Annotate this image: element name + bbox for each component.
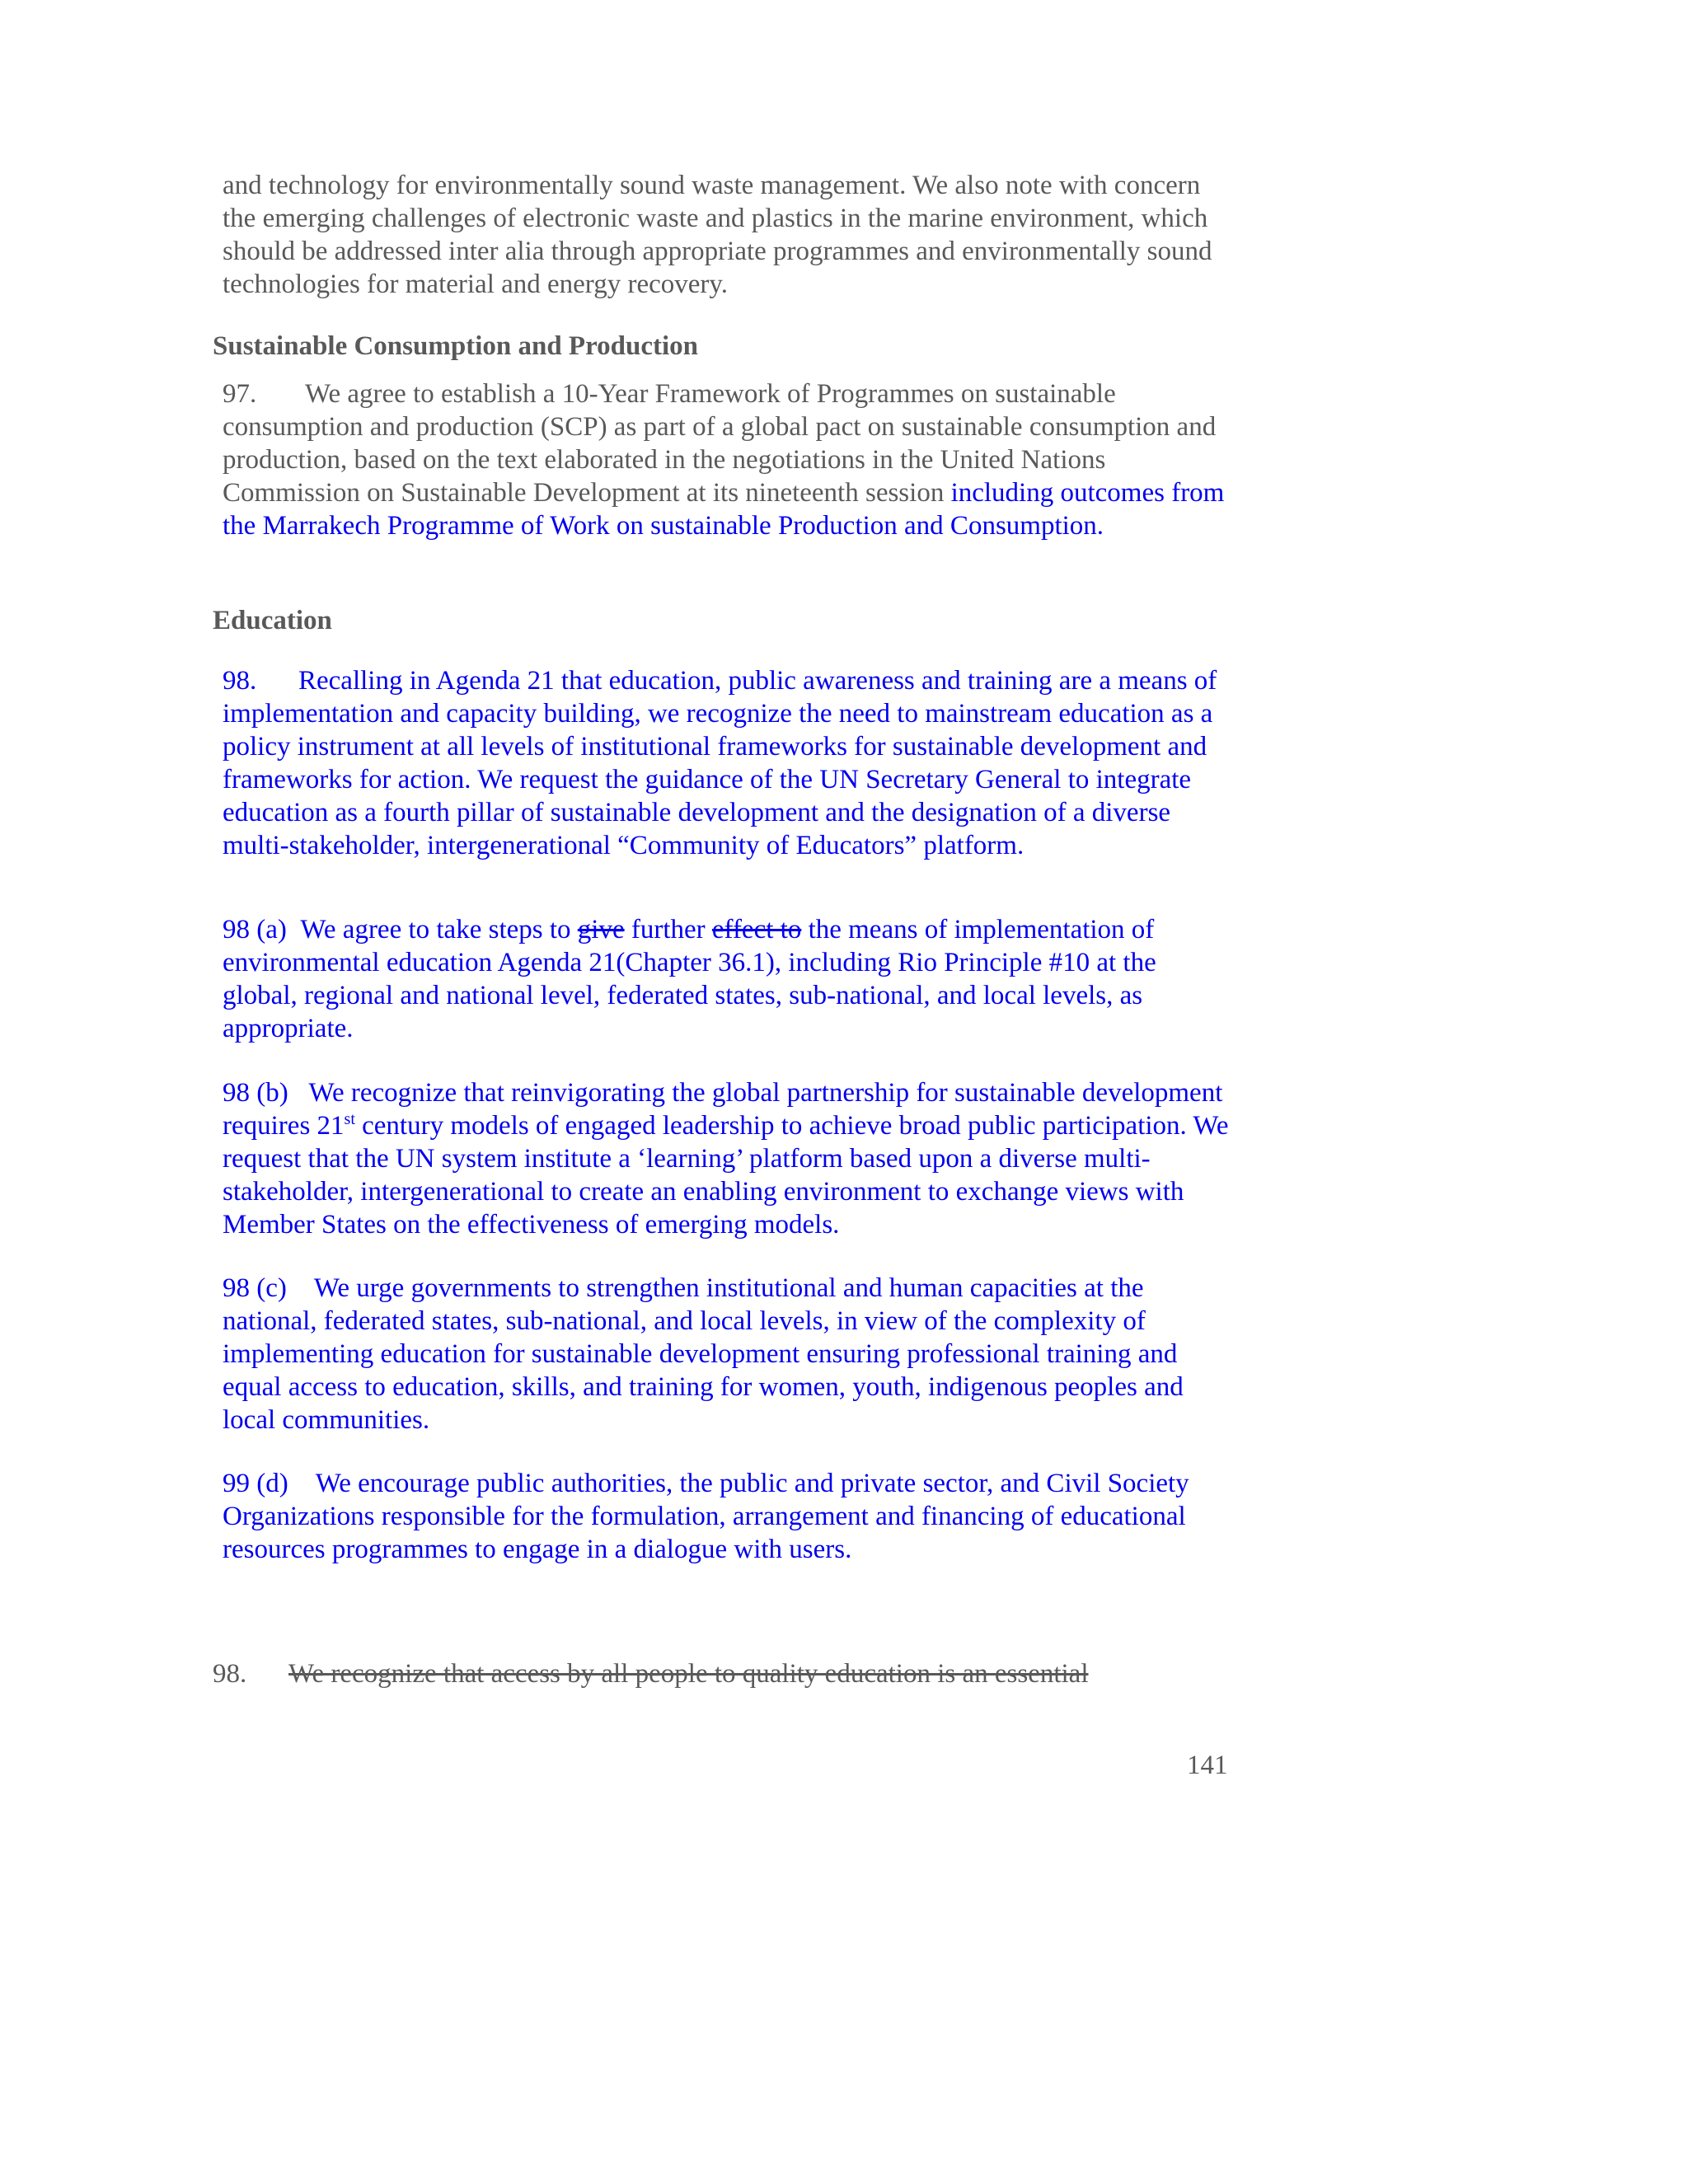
paragraph-98a-deleted-2: effect to xyxy=(711,915,802,944)
paragraph-98a-text-2: further xyxy=(631,915,706,944)
paragraph-98a-deleted-1: give xyxy=(577,915,625,944)
intro-paragraph-text: and technology for environmentally sound waste management. We also note with concern the emerging challenges of electronic waste and plastics in the marine environment, which should be addressed inter alia through appropriate programmes and environmentally sound technologies for material and energy recovery. xyxy=(223,171,1212,299)
paragraph-98-text: Recalling in Agenda 21 that education, public awareness and training are a means of implementation and capacity building, we recognize the need to mainstream education as a policy instrument at all levels of institutional frameworks for sustainable development and frameworks for action. We request the guidance of the UN Secretary General to integrate education as a fourth pillar of sustainable development and the designation of a diverse multi-stakeholder, intergenerational “Community of Educators” platform. xyxy=(223,666,1217,860)
paragraph-98b xyxy=(223,1076,1236,1241)
paragraph-98a-label: 98 (a) xyxy=(223,915,287,944)
paragraph-99d xyxy=(223,1467,1236,1566)
paragraph-97-text: We agree to establish a 10-Year Framework of Programmes on sustainable consumption and production (SCP) as part of a global pact on sustainable consumption and production, based on the text elaborated in the negotiations in the United Nations Commission on Sustainable Development at its nineteenth session xyxy=(223,379,1217,508)
paragraph-99d-label: 99 (d) xyxy=(223,1469,288,1498)
page-number: 141 xyxy=(1187,1750,1228,1780)
paragraph-98 xyxy=(223,664,1236,862)
section-heading-education: Education xyxy=(213,606,332,635)
paragraph-98c xyxy=(223,1272,1236,1436)
paragraph-97-number: 97. xyxy=(223,379,257,409)
deleted-paragraph-98-number: 98. xyxy=(213,1659,247,1689)
paragraph-98c-text: We urge governments to strengthen institutional and human capacities at the national, federated states, sub-national, and local levels, in view of the complexity of implementing education for sustainable development ensuring professional training and equal access to education, skills, and training for women, youth, indigenous peoples and local communities. xyxy=(223,1273,1184,1435)
paragraph-98a-text-3: the means of implementation of environmental education Agenda 21(Chapter 36.1), including Rio Principle #10 at the global, regional and national level, federated states, sub-national, and local levels, as appropriate. xyxy=(223,915,1156,1043)
paragraph-98a xyxy=(223,913,1236,1045)
paragraph-98a-text-1: We agree to take steps to xyxy=(300,915,571,944)
paragraph-98c-label: 98 (c) xyxy=(223,1273,287,1303)
paragraph-99d-text: We encourage public authorities, the public and private sector, and Civil Society Organizations responsible for the formulation, arrangement and financing of educational resources programmes to engage in a dialogue with users. xyxy=(223,1469,1189,1564)
paragraph-97-inserted-text: including outcomes from the Marrakech Programme of Work on sustainable Production and Consumption. xyxy=(223,478,1225,541)
paragraph-97 xyxy=(223,377,1236,542)
paragraph-98b-superscript: st xyxy=(344,1110,355,1128)
intro-paragraph xyxy=(223,169,1236,301)
paragraph-98b-text-2: century models of engaged leadership to achieve broad public participation. We request that the UN system institute a ‘learning’ platform based upon a diverse multi-stakeholder, intergenerational to create an enabling environment to exchange views with Member States on the effectiveness of emerging models. xyxy=(223,1111,1229,1240)
paragraph-98-number: 98. xyxy=(223,666,257,696)
paragraph-98b-label: 98 (b) xyxy=(223,1078,288,1108)
paragraph-98b-text-1: We recognize that reinvigorating the global partnership for sustainable development requires 21 xyxy=(223,1078,1223,1141)
deleted-paragraph-98 xyxy=(213,1657,1226,1690)
deleted-paragraph-98-text: We recognize that access by all people to quality education is an essential xyxy=(288,1659,1089,1689)
section-heading-scp: Sustainable Consumption and Production xyxy=(213,331,698,361)
